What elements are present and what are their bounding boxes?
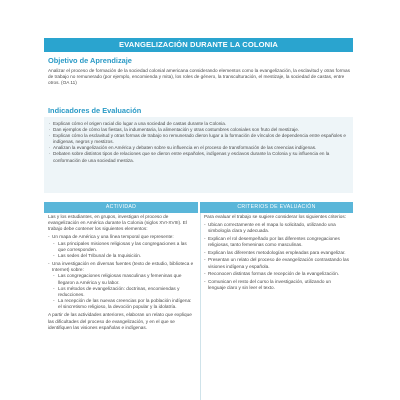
activity-intro: Las y los estudiantes, en grupos, investigan el proceso de evangelización en América durante la Colonia (siglos XVI-XVIII). El trabajo debe contener los siguientes elementos: xyxy=(48,214,187,232)
indicador-item: · Explican cómo el origen racial dio lugar a una sociedad de castas durante la Colonia. xyxy=(49,121,348,127)
criteria-item: - Ubican correctamente en el mapa lo solicitado, utilizando una simbología clara y adecuada. xyxy=(204,222,349,234)
criteria-item: - Comunican el resto del curso la investigación, utilizando un lenguaje claro y sin leer el texto. xyxy=(204,279,349,291)
activity-column xyxy=(48,214,194,333)
activity-closing: A partir de las actividades anteriores, elaboran un relato que explique las dificultades del proceso de evangelización, y en el que se identifiquen las visiones españolas e indígenas. xyxy=(48,312,192,330)
indicadores-heading: Indicadores de Evaluación xyxy=(48,106,142,115)
criteria-item: - Presentan un relato del proceso de evangelización contrastando las visiones indígena y española. xyxy=(204,257,349,269)
activity-subitem: - Los métodos de evangelización: doctrinas, encomiendas y reducciones. xyxy=(48,286,194,298)
indicador-item: · Debaten sobre distintos tipos de relaciones que se dieron entre españoles, indígenas y esclavos durante la Colonia y su influencia en la conformación de una sociedad mestiza. xyxy=(49,151,348,163)
criteria-column-header: CRITERIOS DE EVALUACIÓN xyxy=(200,202,353,213)
activity-item: - Un mapa de América y una línea temporal que represente: xyxy=(48,234,194,240)
activity-subitem: - La recepción de las nuevas creencias por la población indígena: el sincretismo religioso, la devoción popular y la idolatría. xyxy=(48,298,194,310)
objetivo-text: Analizar el proceso de formación de la sociedad colonial americana considerando elementos como la evangelización, la esclavitud y otras formas de trabajo no remunerado (por ejemplo, encomienda y mita), los roles de género, la transculturación, el mestizaje, la sociedad de castas, entre otros. (OA 11) xyxy=(48,68,350,86)
criteria-item: - Explican el rol desempeñado por las diferentes congregaciones religiosas, tanto femeninas como masculinas. xyxy=(204,236,349,248)
page-title-banner: EVANGELIZACIÓN DURANTE LA COLONIA xyxy=(44,38,353,52)
indicador-item: · Analizan la evangelización en América y debaten sobre su influencia en el proceso de transformación de las creencias indígenas. xyxy=(49,145,348,151)
indicador-item: · Explican cómo la esclavitud y otras formas de trabajo no remunerado dieron lugar a la formación de vínculos de dependencia entre españoles e indígenas, negros y mestizos. xyxy=(49,133,348,145)
indicador-item: · Dan ejemplos de cómo las fiestas, la indumentaria, la alimentación y otras costumbres coloniales son fruto del mestizaje. xyxy=(49,127,348,133)
criteria-item: - Reconocen distintas formas de recepción de la evangelización. xyxy=(204,271,349,277)
activity-item: - Una investigación en diversas fuentes (texto de estudio, biblioteca e Internet) sobre: xyxy=(48,261,194,273)
indicadores-list xyxy=(44,117,353,164)
indicadores-box xyxy=(44,117,353,193)
activity-subitem: - Las principales misiones religiosas y las congregaciones a las que corresponden. xyxy=(48,241,194,253)
objetivo-heading: Objetivo de Aprendizaje xyxy=(48,56,132,65)
criteria-column xyxy=(204,214,349,293)
activity-column-header: ACTIVIDAD xyxy=(44,202,198,213)
activity-subitem: - Las congregaciones religiosas masculinas y femeninas que llegaron a América y su labor. xyxy=(48,273,194,285)
activity-subitem: - Las sedes del Tribunal de la Inquisición. xyxy=(48,253,194,259)
column-divider xyxy=(200,213,201,400)
criteria-intro: Para evaluar el trabajo se sugiere considerar los siguientes criterios: xyxy=(204,214,346,219)
criteria-item: - Explican las diferentes metodologías empleadas para evangelizar. xyxy=(204,250,349,256)
